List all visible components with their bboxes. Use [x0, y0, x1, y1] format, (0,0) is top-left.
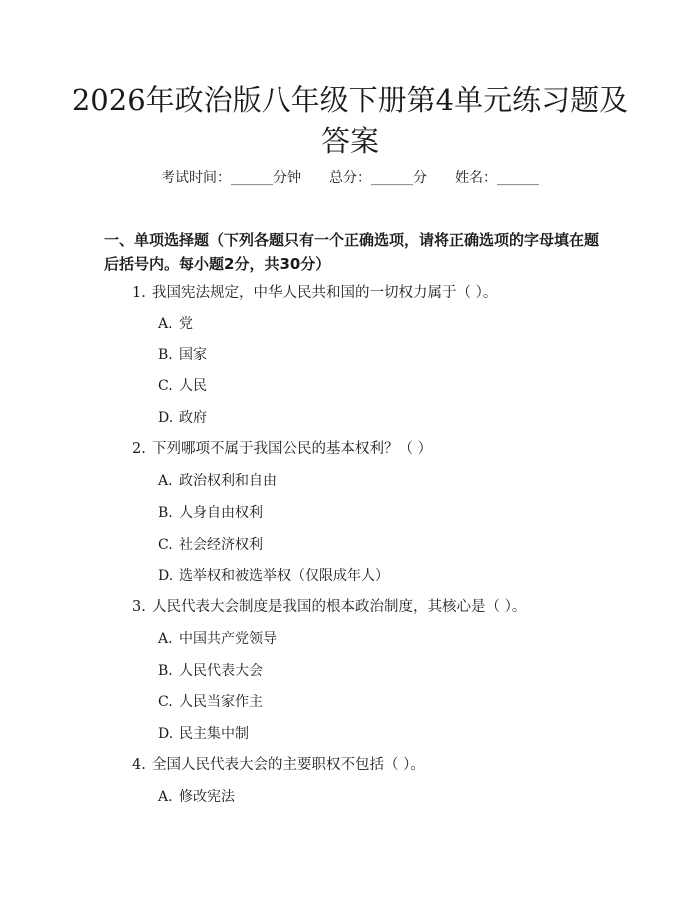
option-text: 人民: [179, 378, 207, 394]
option-item: [158, 535, 263, 555]
option-item: [158, 787, 235, 807]
option-text: 修改宪法: [179, 789, 235, 805]
option-label: A.: [158, 473, 173, 489]
option-item: [158, 629, 277, 649]
option-item: [158, 408, 207, 428]
student-name-field: 姓名：______: [455, 170, 539, 186]
option-text: 政府: [179, 410, 207, 426]
option-text: 国家: [179, 347, 207, 363]
option-label: B.: [158, 663, 173, 679]
question-item: [132, 439, 432, 459]
exam-info-line: [0, 168, 700, 188]
option-text: 人民代表大会: [179, 663, 263, 679]
option-item: [158, 724, 249, 744]
option-label: D.: [158, 568, 174, 584]
option-item: [158, 566, 389, 586]
option-label: A.: [158, 631, 173, 647]
option-item: [158, 345, 207, 365]
question-number: 3.: [132, 599, 146, 615]
option-label: C.: [158, 378, 173, 394]
section-heading: 一、单项选择题（下列各题只有一个正确选项，请将正确选项的字母填在题后括号内。每小题2分，共30分）: [104, 231, 600, 273]
option-label: D.: [158, 410, 174, 426]
option-text: 人民当家作主: [179, 694, 263, 710]
question-number: 4.: [132, 757, 146, 773]
option-label: C.: [158, 537, 173, 553]
exam-time-field: 考试时间：______分钟: [161, 170, 301, 186]
option-label: B.: [158, 347, 173, 363]
option-text: 社会经济权利: [179, 537, 263, 553]
option-item: [158, 661, 263, 681]
question-text: 全国人民代表大会的主要职权不包括（ ）。: [152, 757, 425, 773]
total-score-field: 总分：______分: [329, 170, 427, 186]
option-text: 中国共产党领导: [179, 631, 277, 647]
option-label: A.: [158, 789, 173, 805]
option-item: [158, 471, 277, 491]
option-item: [158, 692, 263, 712]
option-text: 党: [179, 316, 193, 332]
question-text: 人民代表大会制度是我国的根本政治制度，其核心是（ ）。: [152, 599, 527, 615]
option-text: 人身自由权利: [179, 505, 263, 521]
option-text: 选举权和被选举权（仅限成年人）: [179, 568, 389, 584]
question-item: [132, 283, 497, 303]
option-label: D.: [158, 726, 174, 742]
option-item: [158, 376, 207, 396]
option-label: A.: [158, 316, 173, 332]
option-label: C.: [158, 694, 173, 710]
document-title: 2026年政治版八年级下册第4单元练习题及答案: [71, 83, 629, 158]
question-text: 下列哪项不属于我国公民的基本权利？（ ）: [152, 441, 433, 457]
option-item: [158, 503, 263, 523]
option-text: 民主集中制: [179, 726, 249, 742]
question-text: 我国宪法规定，中华人民共和国的一切权力属于（ ）。: [152, 285, 498, 301]
option-item: [158, 314, 193, 334]
question-number: 2.: [132, 441, 146, 457]
question-number: 1.: [132, 285, 146, 301]
option-label: B.: [158, 505, 173, 521]
option-text: 政治权利和自由: [179, 473, 277, 489]
question-item: [132, 597, 526, 617]
question-item: [132, 755, 425, 775]
